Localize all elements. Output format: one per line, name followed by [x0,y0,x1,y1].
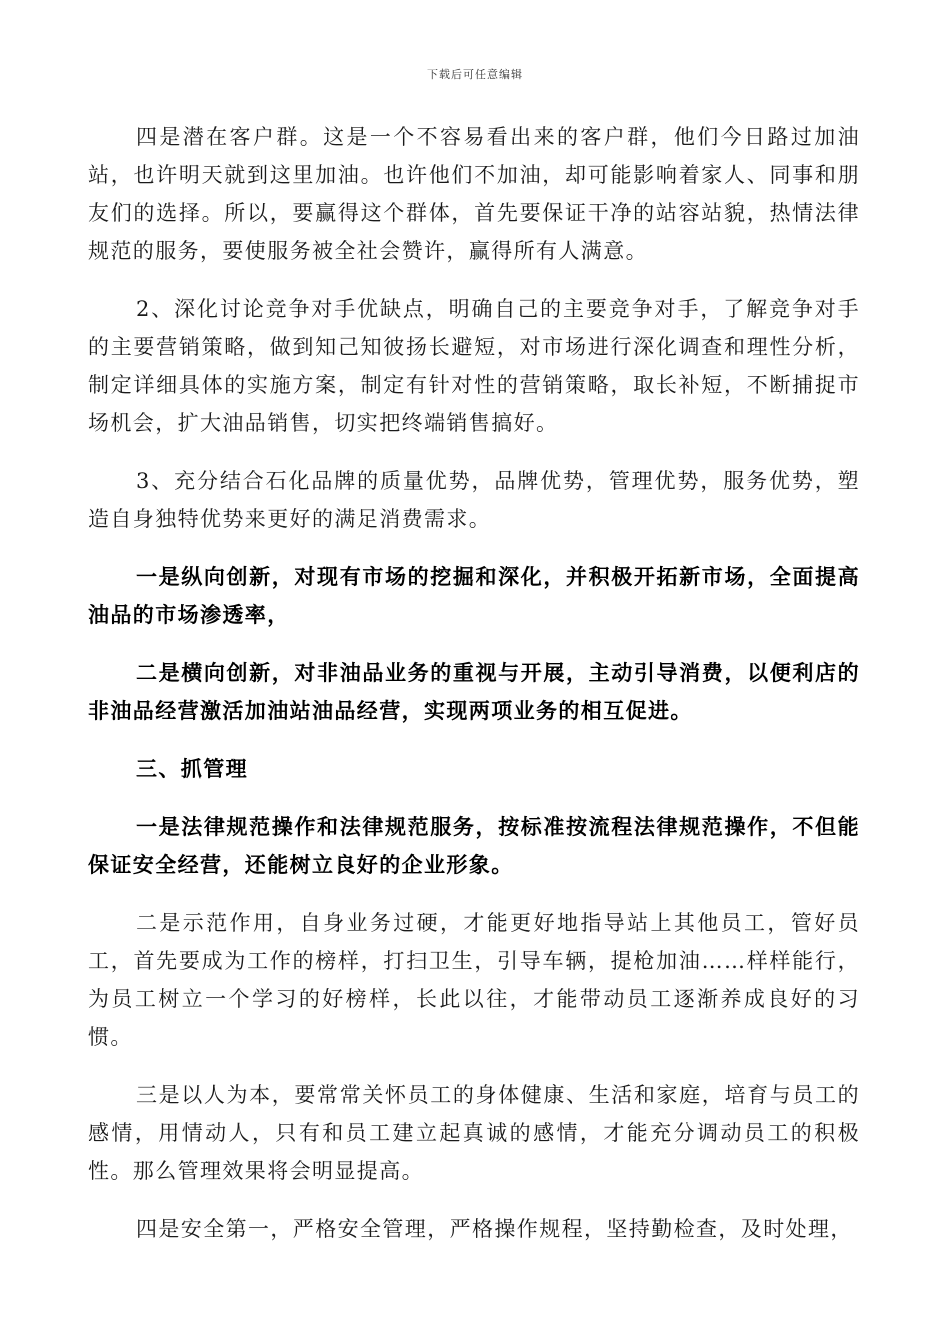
document-body [88,118,860,1268]
paragraph-standard-operation: 一是法律规范操作和法律规范服务，按标准按流程法律规范操作，不但能保证安全经营，还能树立良好的企业形象。 [88,814,860,877]
paragraph-horizontal-innovation: 二是横向创新，对非油品业务的重视与开展，主动引导消费，以便利店的非油品经营激活加油站油品经营，实现两项业务的相互促进。 [88,660,860,723]
paragraph-brand-advantages: 3、充分结合石化品牌的质量优势，品牌优势，管理优势，服务优势，塑造自身独特优势来更好的满足消费需求。 [88,469,860,531]
paragraph-competitor-analysis: 2、深化讨论竞争对手优缺点，明确自己的主要竞争对手，了解竞争对手的主要营销策略，做到知己知彼扬长避短，对市场进行深化调查和理性分析，制定详细具体的实施方案，制定有针对性的营销策略，取长补短，不断捕捉市场机会，扩大油品销售，切实把终端销售搞好。 [88,297,860,435]
header-note: 下载后可任意编辑 [427,68,523,81]
paragraph-vertical-innovation: 一是纵向创新，对现有市场的挖掘和深化，并积极开拓新市场，全面提高油品的市场渗透率， [88,564,860,627]
section-heading-management: 三、抓管理 [136,756,248,781]
paragraph-potential-customers: 四是潜在客户群。这是一个不容易看出来的客户群，他们今日路过加油站，也许明天就到这里加油。也许他们不加油，却可能影响着家人、同事和朋友们的选择。所以，要赢得这个群体，首先要保证干净的站容站貌，热情法律规范的服务，要使服务被全社会赞许，赢得所有人满意。 [88,125,860,263]
paragraph-safety-first: 四是安全第一，严格安全管理，严格操作规程，坚持勤检查，及时处理， [136,1217,853,1241]
paragraph-people-oriented: 三是以人为本，要常常关怀员工的身体健康、生活和家庭，培育与员工的感情，用情动人，只有和员工建立起真诚的感情，才能充分调动员工的积极性。那么管理效果将会明显提高。 [88,1083,860,1183]
paragraph-role-model: 二是示范作用，自身业务过硬，才能更好地指导站上其他员工，管好员工，首先要成为工作的榜样，打扫卫生，引导车辆，提枪加油……样样能行，为员工树立一个学习的好榜样，长此以往，才能带动员工逐渐养成良好的习惯。 [88,911,860,1049]
